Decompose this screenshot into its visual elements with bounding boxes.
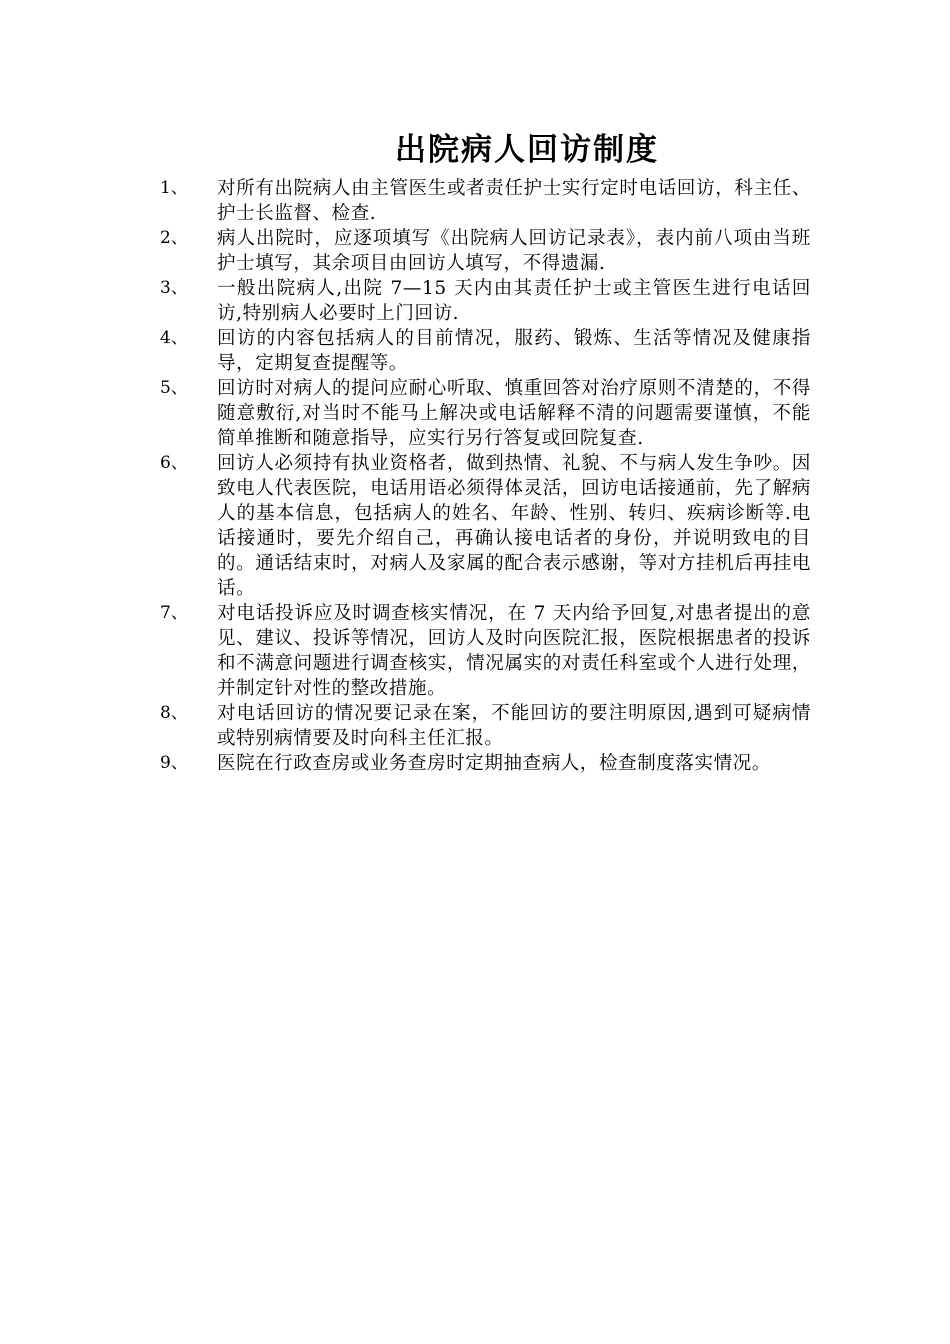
rule-number: 8、 <box>160 703 188 723</box>
rule-number: 2、 <box>160 228 188 248</box>
rule-text: 医院在行政查房或业务查房时定期抽查病人，检查制度落实情况。 <box>217 753 771 774</box>
rule-item-2 <box>0 226 950 276</box>
rule-number: 1、 <box>160 178 188 198</box>
rule-text: 回访时对病人的提问应耐心听取、慎重回答对治疗原则不清楚的，不得随意敷衍,对当时不能马上解决或电话解释不清的问题需要谨慎，不能简单推断和随意指导，应实行另行答复或回院复查. <box>217 378 811 449</box>
rule-item-4 <box>0 326 950 376</box>
rule-text: 回访人必须持有执业资格者，做到热情、礼貌、不与病人发生争吵。因致电人代表医院，电话用语必须得体灵活，回访电话接通前，先了解病人的基本信息，包括病人的姓名、年龄、性别、转归、疾病诊断等.电话接通时，要先介绍自己，再确认接电话者的身份，并说明致电的目的。通话结束时，对病人及家属的配合表示感谢，等对方挂机后再挂电话。 <box>217 453 811 599</box>
rule-item-9 <box>0 751 950 776</box>
rule-item-6 <box>0 451 950 601</box>
rule-number: 9、 <box>160 753 188 773</box>
rule-text: 一般出院病人,出院 7—15 天内由其责任护士或主管医生进行电话回访,特别病人必要时上门回访. <box>217 278 811 324</box>
rule-list <box>0 176 950 776</box>
rule-number: 7、 <box>160 603 188 623</box>
document-title: 出院病人回访制度 <box>395 132 659 168</box>
rule-item-1 <box>0 176 950 226</box>
rule-text: 病人出院时，应逐项填写《出院病人回访记录表》，表内前八项由当班护士填写，其余项目由回访人填写，不得遗漏. <box>217 228 811 274</box>
rule-number: 5、 <box>160 378 188 398</box>
rule-text: 对所有出院病人由主管医生或者责任护士实行定时电话回访，科主任、护士长监督、检查. <box>217 178 811 224</box>
rule-number: 6、 <box>160 453 188 473</box>
rule-item-7 <box>0 601 950 701</box>
rule-text: 回访的内容包括病人的目前情况，服药、锻炼、生活等情况及健康指导，定期复查提醒等。 <box>217 328 811 374</box>
rule-text: 对电话回访的情况要记录在案，不能回访的要注明原因,遇到可疑病情或特别病情要及时向科主任汇报。 <box>217 703 811 749</box>
rule-item-3 <box>0 276 950 326</box>
rule-number: 4、 <box>160 328 188 348</box>
rule-number: 3、 <box>160 278 188 298</box>
rule-text: 对电话投诉应及时调查核实情况，在 7 天内给予回复,对患者提出的意见、建议、投诉等情况，回访人及时向医院汇报，医院根据患者的投诉和不满意问题进行调查核实，情况属实的对责任科室或个人进行处理，并制定针对性的整改措施。 <box>217 603 811 699</box>
rule-item-5 <box>0 376 950 451</box>
rule-item-8 <box>0 701 950 751</box>
